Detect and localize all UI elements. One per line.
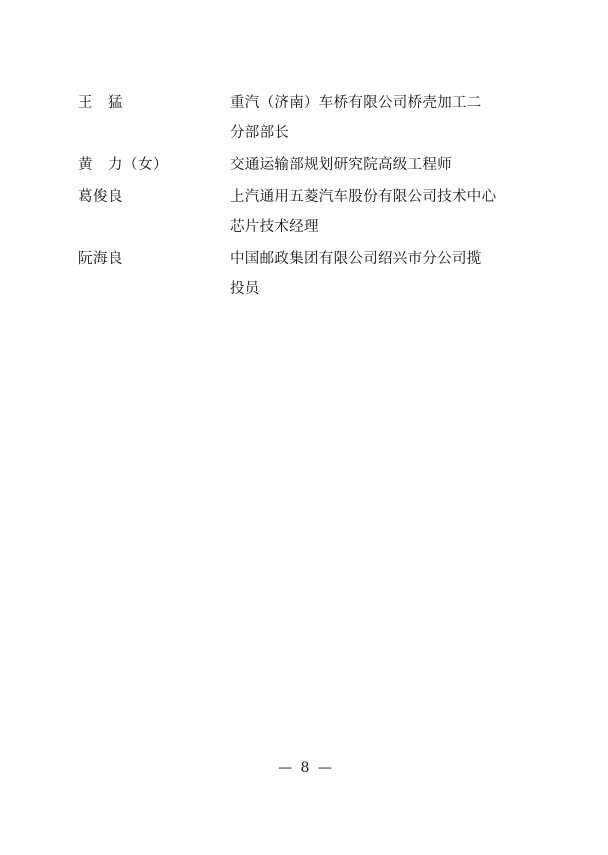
list-item bbox=[78, 88, 530, 148]
entry-title-line: 芯片技术经理 bbox=[230, 219, 319, 235]
entry-title-line: 中国邮政集团有限公司绍兴市分公司揽 bbox=[230, 251, 482, 267]
page-number bbox=[0, 760, 608, 776]
entry-name: 王 猛 bbox=[78, 95, 123, 111]
entry-title-line: 重汽（济南）车桥有限公司桥壳加工二 bbox=[230, 95, 482, 111]
entry-title-line: 投员 bbox=[230, 281, 260, 297]
entry-title bbox=[230, 150, 530, 180]
list-item bbox=[78, 150, 530, 180]
entry-list bbox=[78, 88, 530, 306]
entry-name: 黄 力（女） bbox=[78, 157, 168, 173]
entry-name: 葛俊良 bbox=[78, 189, 123, 205]
entry-title-line: 交通运输部规划研究院高级工程师 bbox=[230, 157, 452, 173]
page-number-text: — 8 — bbox=[278, 760, 334, 776]
entry-title bbox=[230, 182, 530, 242]
entry-title bbox=[230, 88, 530, 148]
entry-name: 阮海良 bbox=[78, 251, 123, 267]
list-item bbox=[78, 244, 530, 304]
entry-title bbox=[230, 244, 530, 304]
list-item bbox=[78, 182, 530, 242]
entry-title-line: 上汽通用五菱汽车股份有限公司技术中心 bbox=[230, 189, 497, 205]
entry-title-line: 分部部长 bbox=[230, 125, 290, 141]
